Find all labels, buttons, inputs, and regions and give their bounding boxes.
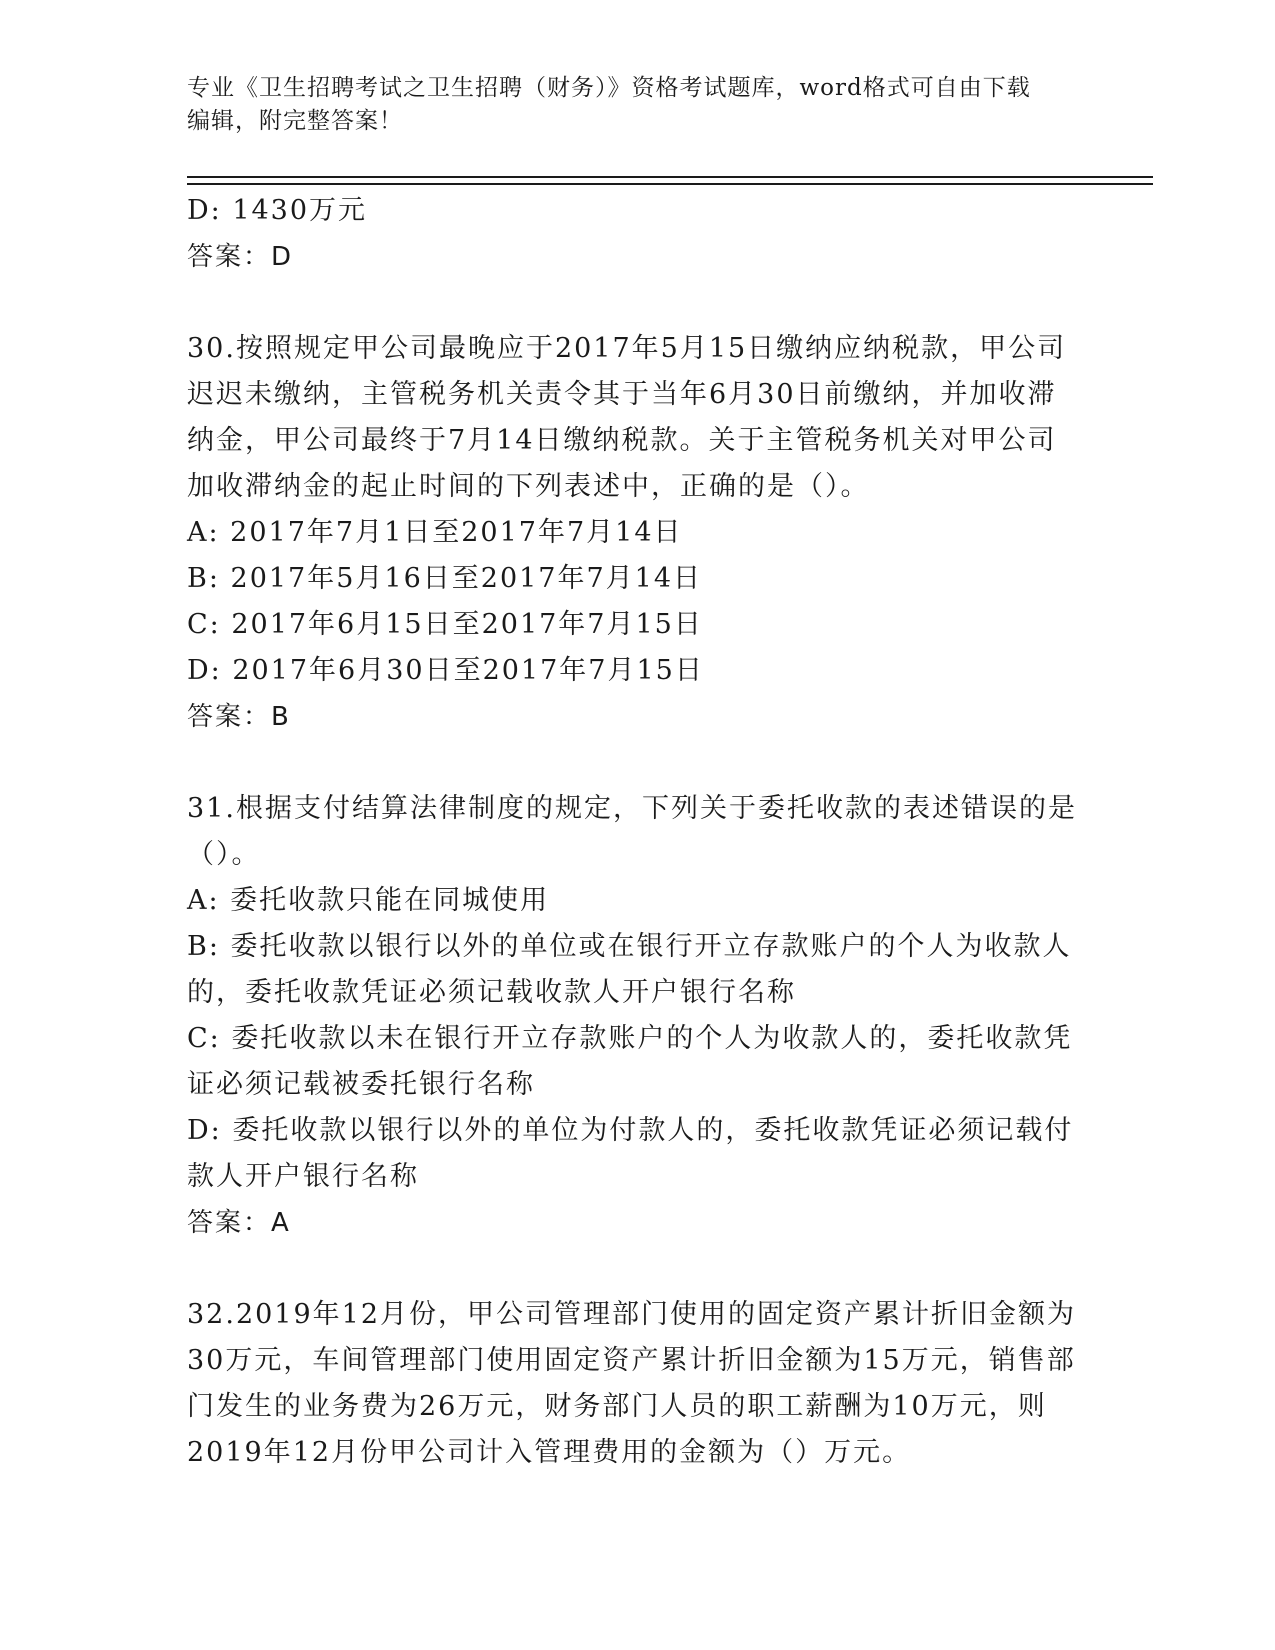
question-32 xyxy=(187,1292,1087,1476)
document-page xyxy=(187,0,1087,1650)
spacer xyxy=(187,1246,1087,1292)
header-divider xyxy=(187,176,1153,185)
option-b: B: 2017年5月16日至2017年7月14日 xyxy=(187,563,703,594)
question-text-line: 32.2019年12月份，甲公司管理部门使用的固定资产累计折旧金额为 xyxy=(187,1299,1077,1330)
question-text-line: 31.根据支付结算法律制度的规定，下列关于委托收款的表述错误的是 xyxy=(187,793,1077,824)
header-line-1: 专业《卫生招聘考试之卫生招聘（财务）》资格考试题库，word格式可自由下载 xyxy=(187,75,1031,101)
option-d: D: 2017年6月30日至2017年7月15日 xyxy=(187,655,704,686)
question-text-line: 迟迟未缴纳，主管税务机关责令其于当年6月30日前缴纳，并加收滞 xyxy=(187,379,1057,410)
question-text-line: （）。 xyxy=(187,839,261,870)
option-a: A: 委托收款只能在同城使用 xyxy=(187,885,550,916)
option-d: D: 委托收款以银行以外的单位为付款人的，委托收款凭证必须记载付 xyxy=(187,1115,1074,1146)
option-c: C: 委托收款以未在银行开立存款账户的个人为收款人的，委托收款凭 xyxy=(187,1023,1073,1054)
option-b: B: 委托收款以银行以外的单位或在银行开立存款账户的个人为收款人 xyxy=(187,931,1072,962)
spacer xyxy=(187,740,1087,786)
previous-question-tail xyxy=(187,188,1087,280)
question-31 xyxy=(187,786,1087,1246)
spacer xyxy=(187,280,1087,326)
question-content xyxy=(187,188,1087,1476)
answer-line: 答案：B xyxy=(187,702,291,732)
option-a: A: 2017年7月1日至2017年7月14日 xyxy=(187,517,683,548)
question-text-line: 加收滞纳金的起止时间的下列表述中，正确的是（）。 xyxy=(187,471,870,502)
question-text-line: 纳金，甲公司最终于7月14日缴纳税款。关于主管税务机关对甲公司 xyxy=(187,425,1057,456)
question-30 xyxy=(187,326,1087,740)
question-text-line: 门发生的业务费为26万元，财务部门人员的职工薪酬为10万元，则 xyxy=(187,1391,1047,1422)
answer-line: 答案：D xyxy=(187,242,294,272)
option-b-continued: 的，委托收款凭证必须记载收款人开户银行名称 xyxy=(187,977,796,1008)
option-c-continued: 证必须记载被委托银行名称 xyxy=(187,1069,535,1100)
option-d-continued: 款人开户银行名称 xyxy=(187,1161,419,1192)
page-header xyxy=(187,72,1067,138)
option-d: D: 1430万元 xyxy=(187,195,368,226)
header-line-2: 编辑，附完整答案！ xyxy=(187,108,403,134)
question-text-line: 2019年12月份甲公司计入管理费用的金额为（）万元。 xyxy=(187,1437,912,1468)
question-text-line: 30.按照规定甲公司最晚应于2017年5月15日缴纳应纳税款，甲公司 xyxy=(187,333,1067,364)
question-text-line: 30万元，车间管理部门使用固定资产累计折旧金额为15万元，销售部 xyxy=(187,1345,1076,1376)
option-c: C: 2017年6月15日至2017年7月15日 xyxy=(187,609,703,640)
answer-line: 答案：A xyxy=(187,1208,291,1238)
